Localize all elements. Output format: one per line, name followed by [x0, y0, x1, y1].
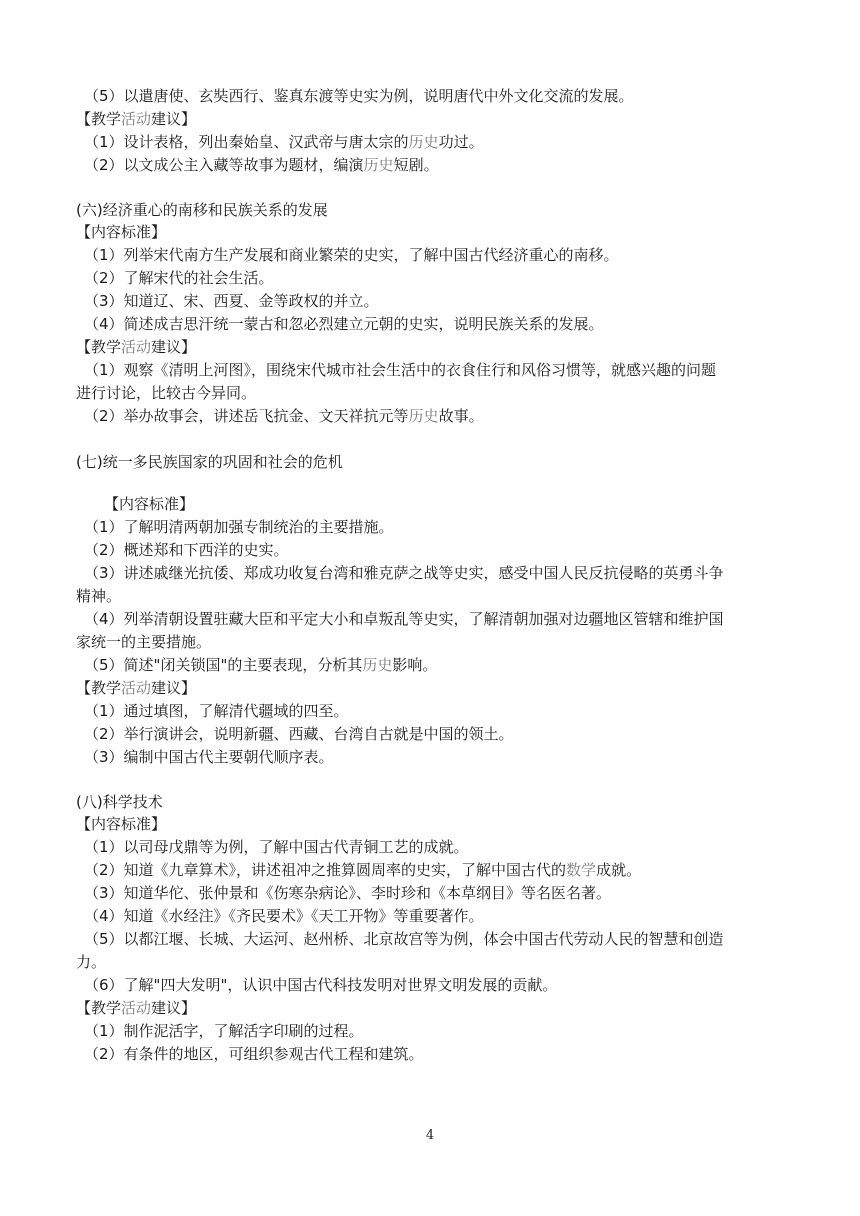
text-line: （3）知道华佗、张仲景和《伤寒杂病论》、李时珍和《本草纲目》等名医名著。 [84, 884, 612, 902]
section-label: 【内容标准】 [76, 815, 167, 833]
text-line: （5）以遣唐使、玄奘西行、鉴真东渡等史实为例，说明唐代中外文化交流的发展。 [84, 87, 634, 105]
text-line: （4）简述成吉思汗统一蒙古和忽必烈建立元朝的史实，说明民族关系的发展。 [84, 315, 604, 333]
text-line: （2）举行演讲会，说明新疆、西藏、台湾自古就是中国的领土。 [84, 725, 514, 743]
text-line: 力。 [76, 953, 107, 971]
text-line: （1）了解明清两朝加强专制统治的主要措施。 [84, 518, 394, 536]
text-line: （1）通过填图，了解清代疆域的四至。 [84, 702, 349, 720]
text-line: （2）有条件的地区，可组织参观古代工程和建筑。 [84, 1045, 424, 1063]
section-label: 【教学活动建议】 [76, 110, 197, 128]
text-line: （2）以文成公主入藏等故事为题材，编演历史短剧。 [84, 156, 439, 174]
text-line: 精神。 [76, 587, 122, 605]
text-line: （1）列举宋代南方生产发展和商业繁荣的史实，了解中国古代经济重心的南移。 [84, 246, 619, 264]
section-label: 【教学活动建议】 [76, 338, 197, 356]
text-line: （4）列举清朝设置驻藏大臣和平定大小和卓叛乱等史实，了解清朝加强对边疆地区管辖和维护国 [84, 610, 724, 628]
text-line: （2）概述郑和下西洋的史实。 [84, 541, 289, 559]
text-line: （1）观察《清明上河图》，围绕宋代城市社会生活中的衣食住行和风俗习惯等，就感兴趣的问题 [84, 361, 717, 379]
page-number: 4 [425, 1128, 435, 1143]
text-line: （3）编制中国古代主要朝代顺序表。 [84, 748, 334, 766]
section-heading: (六)经济重心的南移和民族关系的发展 [76, 201, 328, 219]
section-label: 【教学活动建议】 [76, 999, 197, 1017]
text-line: （1）以司母戊鼎等为例，了解中国古代青铜工艺的成就。 [84, 838, 469, 856]
text-line: 家统一的主要措施。 [76, 633, 212, 651]
text-line: （2）举办故事会，讲述岳飞抗金、文天祥抗元等历史故事。 [84, 407, 484, 425]
text-line: （5）以都江堰、长城、大运河、赵州桥、北京故宫等为例，体会中国古代劳动人民的智慧和创造 [84, 930, 724, 948]
text-line: （5）简述"闭关锁国"的主要表现，分析其历史影响。 [84, 656, 438, 674]
section-label: 【教学活动建议】 [76, 679, 197, 697]
text-line: （2）了解宋代的社会生活。 [84, 269, 274, 287]
text-line: （6）了解"四大发明"，认识中国古代科技发明对世界文明发展的贡献。 [84, 976, 558, 994]
text-line: （1）制作泥活字，了解活字印刷的过程。 [84, 1022, 364, 1040]
text-line: （3）知道辽、宋、西夏、金等政权的并立。 [84, 292, 379, 310]
section-label: 【内容标准】 [76, 223, 167, 241]
text-line: （4）知道《水经注》《齐民要术》《天工开物》等重要著作。 [84, 907, 484, 925]
text-line: （3）讲述戚继光抗倭、郑成功收复台湾和雅克萨之战等史实，感受中国人民反抗侵略的英勇斗争 [84, 564, 724, 582]
section-heading: (七)统一多民族国家的巩固和社会的危机 [76, 453, 343, 471]
text-line: （2）知道《九章算术》，讲述祖冲之推算圆周率的史实，了解中国古代的数学成就。 [84, 861, 642, 879]
section-label: 【内容标准】 [104, 495, 195, 513]
section-heading: (八)科学技术 [76, 793, 163, 811]
text-line: （1）设计表格，列出秦始皇、汉武帝与唐太宗的历史功过。 [84, 133, 484, 151]
text-line: 进行讨论，比较古今异同。 [76, 384, 257, 402]
